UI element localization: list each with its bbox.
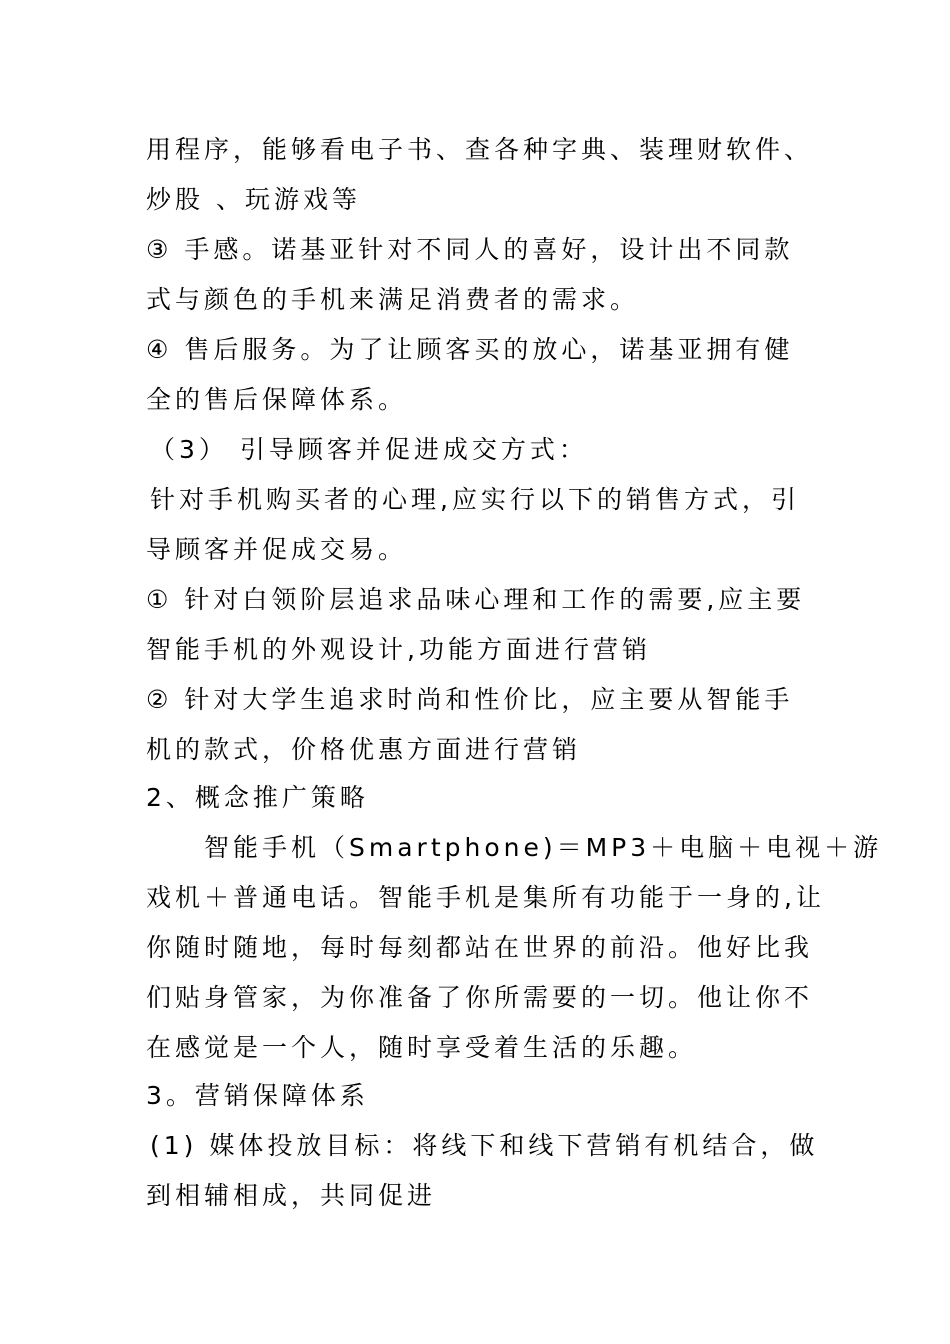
section-heading: 3。营销保障体系 bbox=[146, 1081, 369, 1110]
text-line: ④ 售后服务。为了让顾客买的放心，诺基亚拥有健 bbox=[146, 335, 794, 364]
text-line: 智能手机（Smartphone)＝MP3＋电脑＋电视＋游 bbox=[204, 833, 883, 862]
text-line: 针对手机购买者的心理,应实行以下的销售方式，引 bbox=[150, 485, 800, 514]
text-line: 用程序，能够看电子书、查各种字典、装理财软件、 bbox=[146, 135, 814, 164]
text-line: (1) 媒体投放目标：将线下和线下营销有机结合，做 bbox=[150, 1131, 819, 1160]
text-line: ③ 手感。诺基亚针对不同人的喜好，设计出不同款 bbox=[146, 235, 794, 264]
text-line: 机的款式，价格优惠方面进行营销 bbox=[146, 735, 582, 764]
section-heading: （3） 引导顾客并促进成交方式： bbox=[150, 435, 588, 464]
text-line: 炒股 、玩游戏等 bbox=[146, 185, 361, 214]
text-line: 智能手机的外观设计,功能方面进行营销 bbox=[146, 635, 651, 664]
text-line: 在感觉是一个人，随时享受着生活的乐趣。 bbox=[146, 1033, 698, 1062]
text-line: 你随时随地，每时每刻都站在世界的前沿。他好比我 bbox=[146, 933, 814, 962]
text-line: 戏机＋普通电话。智能手机是集所有功能于一身的,让 bbox=[146, 883, 825, 912]
section-heading: 2、概念推广策略 bbox=[146, 783, 369, 812]
text-line: 导顾客并促成交易。 bbox=[146, 535, 408, 564]
text-line: 全的售后保障体系。 bbox=[146, 385, 408, 414]
text-line: 式与颜色的手机来满足消费者的需求。 bbox=[146, 285, 640, 314]
text-line: 们贴身管家，为你准备了你所需要的一切。他让你不 bbox=[146, 983, 814, 1012]
text-line: 到相辅相成，共同促进 bbox=[146, 1181, 437, 1210]
text-line: ② 针对大学生追求时尚和性价比，应主要从智能手 bbox=[146, 685, 794, 714]
text-line: ① 针对白领阶层追求品味心理和工作的需要,应主要 bbox=[146, 585, 806, 614]
